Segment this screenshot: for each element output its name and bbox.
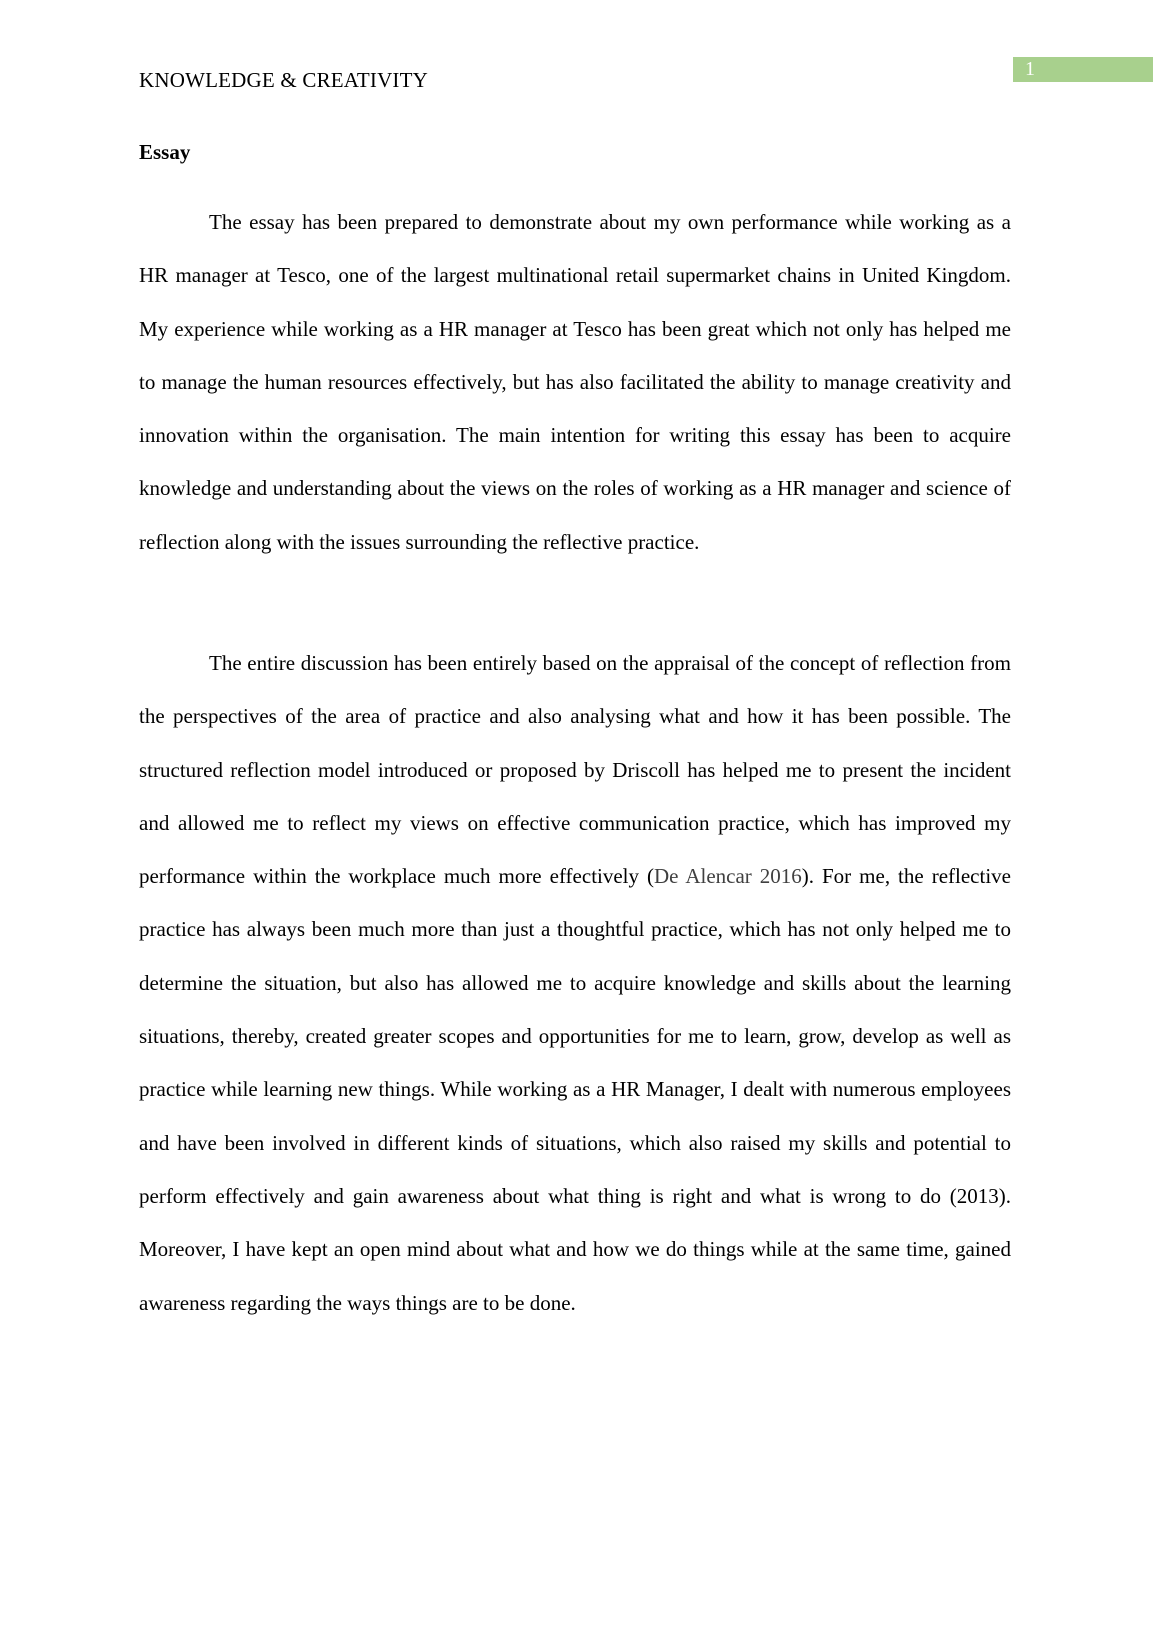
paragraph-1-block <box>139 196 1011 569</box>
paragraph-2 <box>139 637 1011 1330</box>
paragraph-2-part-1: The entire discussion has been entirely based on the appraisal of the concept of reflection from the perspectives of the area of practice and also analysing what and how it has been possible. The structured reflection model introduced or proposed by Driscoll has helped me to present the incident and allowed me to reflect my views on effective communication practice, which has improved my performance within the workplace much more effectively ( <box>139 651 1011 889</box>
paragraph-2-block <box>139 637 1011 1330</box>
running-head: KNOWLEDGE & CREATIVITY <box>139 68 429 92</box>
paragraph-1: The essay has been prepared to demonstrate about my own performance while working as a HR manager at Tesco, one of the largest multinational retail supermarket chains in United Kingdom. My experience while working as a HR manager at Tesco has been great which not only has helped me to manage the human resources effectively, but has also facilitated the ability to manage creativity and innovation within the organisation. The main intention for writing this essay has been to acquire knowledge and understanding about the views on the roles of working as a HR manager and science of reflection along with the issues surrounding the reflective practice. <box>139 210 1011 554</box>
essay-heading: Essay <box>139 140 191 164</box>
paragraph-2-part-2: ). For me, the reflective practice has always been much more than just a thoughtful practice, which has not only helped me to determine the situation, but also has allowed me to acquire knowledge and skills about the learning situations, thereby, created greater scopes and opportunities for me to learn, grow, develop as well as practice while learning new things. While working as a HR Manager, I dealt with numerous employees and have been involved in different kinds of situations, which also raised my skills and potential to perform effectively and gain awareness about what thing is right and what is wrong to do (2013). Moreover, I have kept an open mind about what and how we do things while at the same time, gained awareness regarding the ways things are to be done. <box>139 864 1011 1315</box>
citation-de-alencar: De Alencar 2016 <box>654 864 802 889</box>
page-number: 1 <box>1013 57 1153 82</box>
